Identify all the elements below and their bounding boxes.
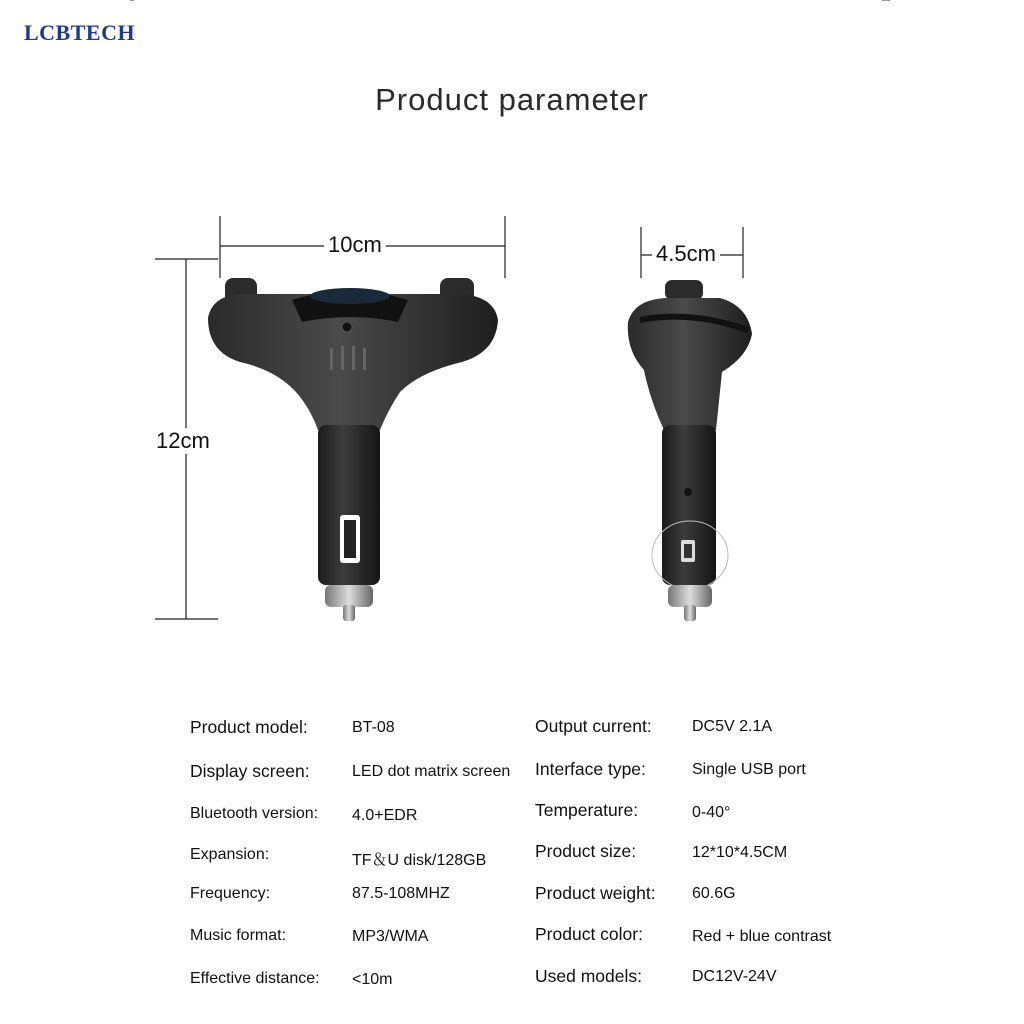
spec-label: Used models: (535, 966, 642, 986)
spec-label: Interface type: (535, 759, 646, 779)
spec-label: Product size: (535, 841, 637, 861)
spec-label: Product weight: (535, 883, 656, 903)
spec-label: Display screen: (190, 761, 310, 781)
spec-value: 0-40° (692, 804, 731, 821)
spec-value: MP3/WMA (352, 928, 429, 945)
spec-value: Single USB port (692, 761, 806, 778)
spec-value: DC12V-24V (692, 968, 777, 985)
spec-label: Bluetooth version: (190, 805, 319, 822)
spec-label: Music format: (190, 927, 287, 944)
spec-value: TF＆U disk/128GB (352, 852, 487, 869)
side-view-device (628, 280, 752, 621)
spec-label: Product color: (535, 924, 643, 944)
spec-label: Expansion: (190, 846, 270, 863)
page-title: Product parameter (375, 82, 649, 117)
spec-label: Temperature: (535, 800, 639, 820)
spec-label: Product model: (190, 717, 308, 737)
depth-label: 4.5cm (652, 241, 720, 267)
spec-value: <10m (352, 971, 393, 988)
brand-logo: LCBTECH (24, 20, 136, 45)
front-view-device (208, 278, 498, 621)
spec-value: 87.5-108MHZ (352, 885, 450, 902)
spec-value: DC5V 2.1A (692, 718, 773, 735)
spec-value: 60.6G (692, 885, 736, 902)
spec-label: Effective distance: (190, 970, 320, 987)
width-label: 10cm (324, 232, 386, 258)
spec-value: Red + blue contrast (692, 928, 832, 945)
spec-value: BT-08 (352, 719, 395, 736)
spec-value: 12*10*4.5CM (692, 844, 788, 861)
spec-label: Output current: (535, 716, 652, 736)
spec-label: Frequency: (190, 885, 271, 902)
height-label: 12cm (152, 428, 214, 454)
spec-value: LED dot matrix screen (352, 763, 511, 780)
spec-value: 4.0+EDR (352, 807, 418, 824)
